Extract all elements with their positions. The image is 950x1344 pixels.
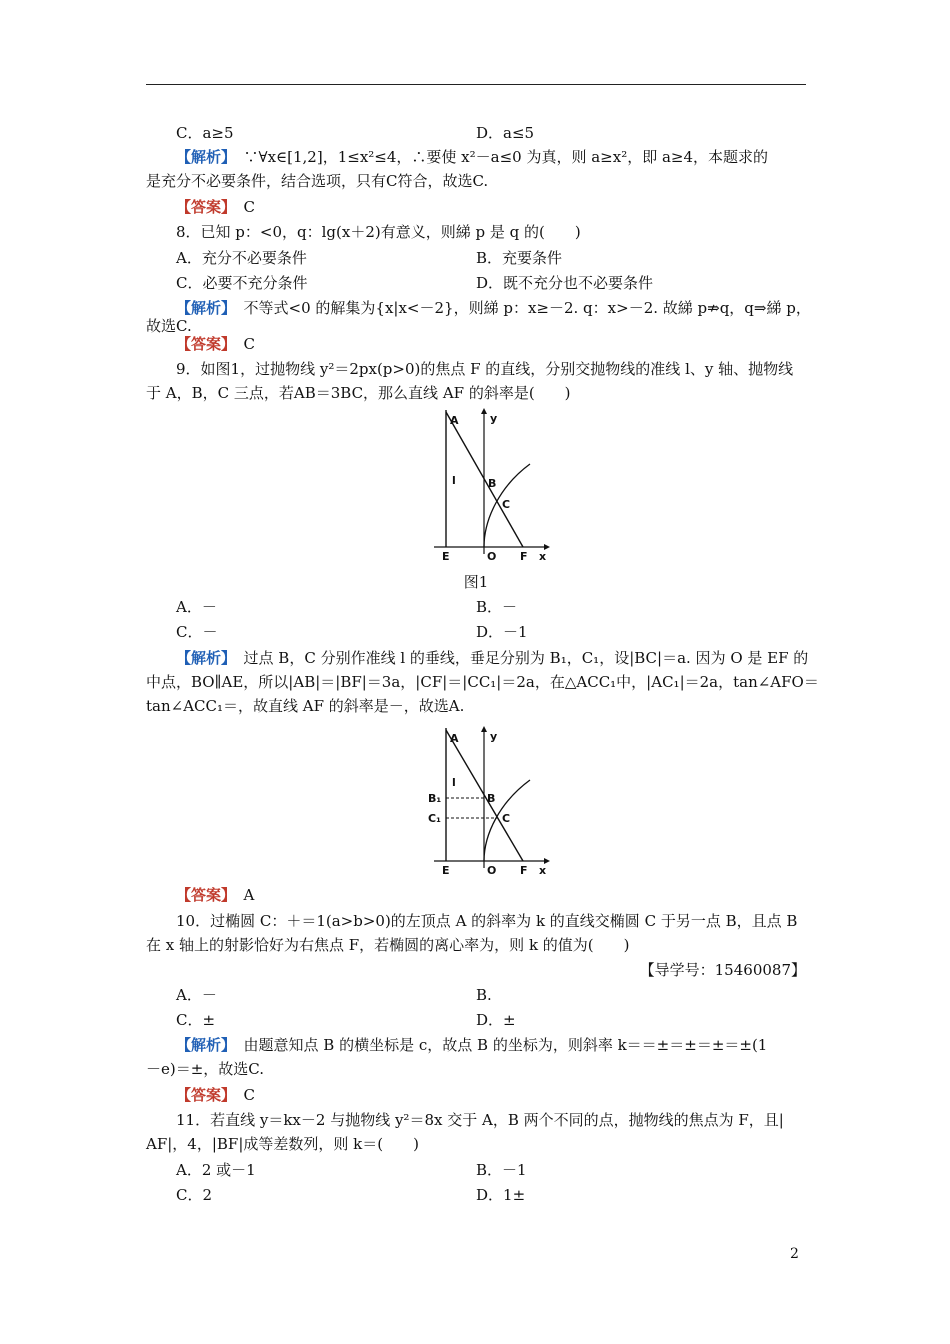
q9-analysis-text: 过点 B，C 分别作准线 l 的垂线，垂足分别为 B₁，C₁，设|BC|＝a. 因为 O 是 EF 的 [243, 649, 809, 667]
q9-answer-value: A [243, 886, 255, 904]
label-b1: B₁ [428, 792, 442, 805]
label-f: F [520, 550, 528, 563]
q9-figure-2 [428, 722, 552, 878]
q8-answer [146, 333, 836, 355]
q9-options-row-2 [146, 621, 806, 643]
label-e: E [442, 550, 450, 563]
q9-figure-1 [428, 404, 552, 564]
q11-option-c: C．2 [176, 1186, 213, 1204]
label-y: y [490, 412, 498, 425]
q10-answer [146, 1084, 836, 1106]
label-c1: C₁ [428, 812, 441, 825]
q10-option-d: D．± [476, 1011, 516, 1029]
q11-options-row-2 [146, 1184, 806, 1206]
figure-caption: 图1 [463, 573, 489, 591]
q8-option-c: C．必要不充分条件 [176, 274, 308, 292]
label-b: B [488, 477, 497, 490]
label-l: l [452, 776, 456, 789]
q7-analysis-line-2: 是充分不必要条件，结合选项，只有C符合，故选C. [146, 172, 489, 190]
q7-options [146, 122, 806, 144]
q11-stem-line-2: AF|，4，|BF|成等差数列，则 k＝( ) [146, 1135, 419, 1153]
q9-answer [146, 884, 836, 906]
answer-tag: 【答案】 [176, 886, 229, 904]
q8-analysis-line-2: 故选C. [146, 317, 192, 335]
q10-stem-line-1: 10．过椭圆 C：＋＝1(a>b>0)的左顶点 A 的斜率为 k 的直线交椭圆 C 于另一点 B，且点 B [176, 912, 798, 930]
label-b: B [487, 792, 496, 805]
q10-option-c: C．± [176, 1011, 216, 1029]
q8-stem: 8．已知 p：<0，q：lg(x＋2)有意义，则綈 p 是 q 的( ) [176, 223, 581, 241]
label-o: O [487, 864, 497, 877]
q9-analysis-line-2: 中点，BO∥AE，所以|AB|＝|BF|＝3a，|CF|＝|CC₁|＝2a，在△ACC₁中，|AC₁|＝2a，tan∠AFO＝ [146, 673, 819, 691]
analysis-tag: 【解析】 [176, 1036, 229, 1054]
q7-analysis-line-1 [146, 146, 836, 168]
q9-analysis-line-1 [146, 647, 836, 669]
q9-stem-line-2: 于 A，B，C 三点，若AB＝3BC，那么直线 AF 的斜率是( ) [146, 384, 571, 402]
q9-option-c: C．－ [176, 623, 218, 641]
q9-options-row-1 [146, 596, 806, 618]
q10-analysis-text: 由题意知点 B 的横坐标是 c，故点 B 的坐标为，则斜率 k＝＝±＝±＝±＝±(1 [243, 1036, 768, 1054]
page-number: 2 [790, 1246, 799, 1262]
q9-stem-line-1: 9．如图1，过抛物线 y²＝2px(p>0)的焦点 F 的直线，分别交抛物线的准线 l、y 轴、抛物线 [176, 360, 794, 378]
q8-options-row-2 [146, 272, 806, 294]
answer-tag: 【答案】 [176, 335, 229, 353]
q9-option-d: D．－1 [476, 623, 528, 641]
q8-option-d: D．既不充分也不必要条件 [476, 274, 654, 292]
q11-option-b: B．－1 [476, 1161, 527, 1179]
q11-options-row-1 [146, 1159, 806, 1181]
answer-tag: 【答案】 [176, 1086, 229, 1104]
q11-option-d: D．1± [476, 1186, 526, 1204]
label-l: l [452, 474, 456, 487]
q8-options-row-1 [146, 247, 806, 269]
header-rule [146, 84, 806, 85]
q10-option-a: A．－ [176, 986, 217, 1004]
q10-options-row-2 [146, 1009, 806, 1031]
q8-analysis-text: 不等式<0 的解集为{x|x<－2}，则綈 p：x≥－2. q：x>－2. 故綈 p⇏q，q⇒綈 p， [243, 299, 811, 317]
q10-answer-value: C [243, 1086, 256, 1104]
label-x: x [539, 864, 547, 877]
q10-analysis-line-2: －e)＝±，故选C. [146, 1060, 265, 1078]
q9-analysis-line-3: tan∠ACC₁＝，故直线 AF 的斜率是－，故选A. [146, 697, 465, 715]
q7-analysis-text: ∵∀x∈[1,2]，1≤x²≤4，∴要使 x²－a≤0 为真，则 a≥x²，即 a≥4，本题求的 [243, 148, 769, 166]
q10-options-row-1 [146, 984, 806, 1006]
q7-option-c: C．a≥5 [176, 124, 234, 142]
q8-answer-value: C [243, 335, 256, 353]
analysis-tag: 【解析】 [176, 649, 229, 667]
q7-answer [146, 196, 836, 218]
q11-option-a: A．2 或－1 [176, 1161, 256, 1179]
q10-stem-line-2: 在 x 轴上的射影恰好为右焦点 F，若椭圆的离心率为，则 k 的值为( ) [146, 936, 630, 954]
label-a: A [450, 732, 459, 745]
label-x: x [539, 550, 547, 563]
label-a: A [450, 414, 459, 427]
label-e: E [442, 864, 450, 877]
label-c: C [502, 498, 511, 511]
analysis-tag: 【解析】 [176, 148, 229, 166]
q11-stem-line-1: 11．若直线 y＝kx－2 与抛物线 y²＝8x 交于 A，B 两个不同的点，抛物线的焦点为 F，且| [176, 1111, 784, 1129]
q9-option-a: A．－ [176, 598, 217, 616]
y-axis-arrow [481, 408, 487, 414]
q9-option-b: B．－ [476, 598, 518, 616]
y-axis-arrow [481, 726, 487, 732]
q10-analysis-line-1 [146, 1034, 836, 1056]
q7-answer-value: C [243, 198, 256, 216]
label-y: y [490, 730, 498, 743]
analysis-tag: 【解析】 [176, 299, 229, 317]
q10-guide-number: 【导学号：15460087】 [639, 961, 806, 979]
label-o: O [487, 550, 497, 563]
label-f: F [520, 864, 528, 877]
label-c: C [502, 812, 511, 825]
q10-option-b: B. [476, 986, 492, 1004]
q8-option-a: A．充分不必要条件 [176, 249, 307, 267]
answer-tag: 【答案】 [176, 198, 229, 216]
q7-option-d: D．a≤5 [476, 124, 535, 142]
q8-option-b: B．充要条件 [476, 249, 563, 267]
